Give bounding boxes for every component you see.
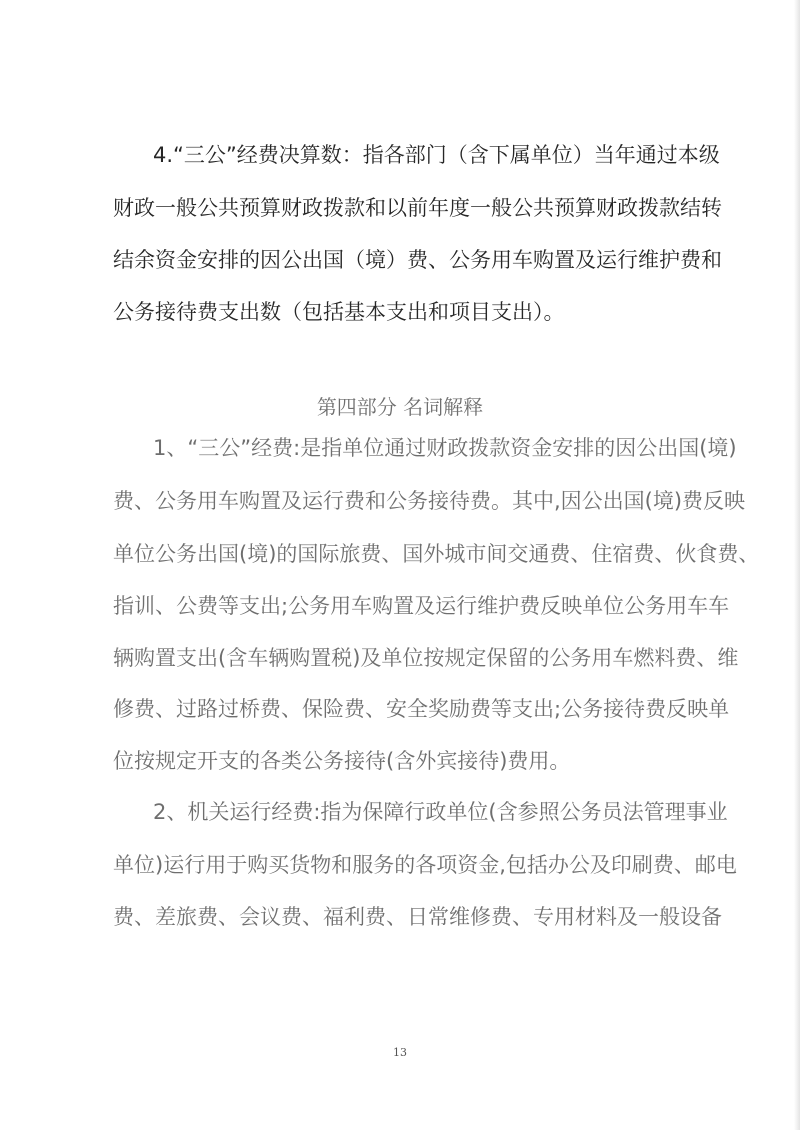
paragraph-line: 单位)运行用于购买货物和服务的各项资金,包括办公及印刷费、邮电 bbox=[113, 853, 737, 877]
paragraph-line: 结余资金安排的因公出国（境）费、公务用车购置及运行维护费和 bbox=[113, 248, 722, 272]
paragraph-line: 费、公务用车购置及运行费和公务接待费。其中,因公出国(境)费反映 bbox=[113, 489, 746, 513]
paragraph-line: 财政一般公共预算财政拨款和以前年度一般公共预算财政拨款结转 bbox=[113, 196, 722, 220]
paragraph-line: 位按规定开支的各类公务接待(含外宾接待)费用。 bbox=[113, 749, 571, 773]
paragraph-line: 指训、公费等支出;公务用车购置及运行维护费反映单位公务用车车 bbox=[113, 594, 730, 618]
page-edge-shadow bbox=[794, 0, 800, 1130]
paragraph-line: 2、机关运行经费:指为保障行政单位(含参照公务员法管理事业 bbox=[153, 800, 728, 824]
paragraph-line: 4.“三公”经费决算数：指各部门（含下属单位）当年通过本级 bbox=[153, 143, 720, 167]
paragraph-line: 辆购置支出(含车辆购置税)及单位按规定保留的公务用车燃料费、维 bbox=[113, 646, 739, 670]
paragraph-line: 1、“三公”经费:是指单位通过财政拨款资金安排的因公出国(境) bbox=[153, 436, 737, 460]
page-number: 13 bbox=[393, 1046, 407, 1059]
paragraph-line: 公务接待费支出数（包括基本支出和项目支出）。 bbox=[113, 300, 565, 324]
section-heading: 第四部分 名词解释 bbox=[316, 395, 484, 419]
paragraph-line: 费、差旅费、会议费、福利费、日常维修费、专用材料及一般设备 bbox=[113, 905, 722, 929]
paragraph-line: 修费、过路过桥费、保险费、安全奖励费等支出;公务接待费反映单 bbox=[113, 697, 730, 721]
paragraph-line: 单位公务出国(境)的国际旅费、国外城市间交通费、住宿费、伙食费、 bbox=[113, 542, 760, 566]
